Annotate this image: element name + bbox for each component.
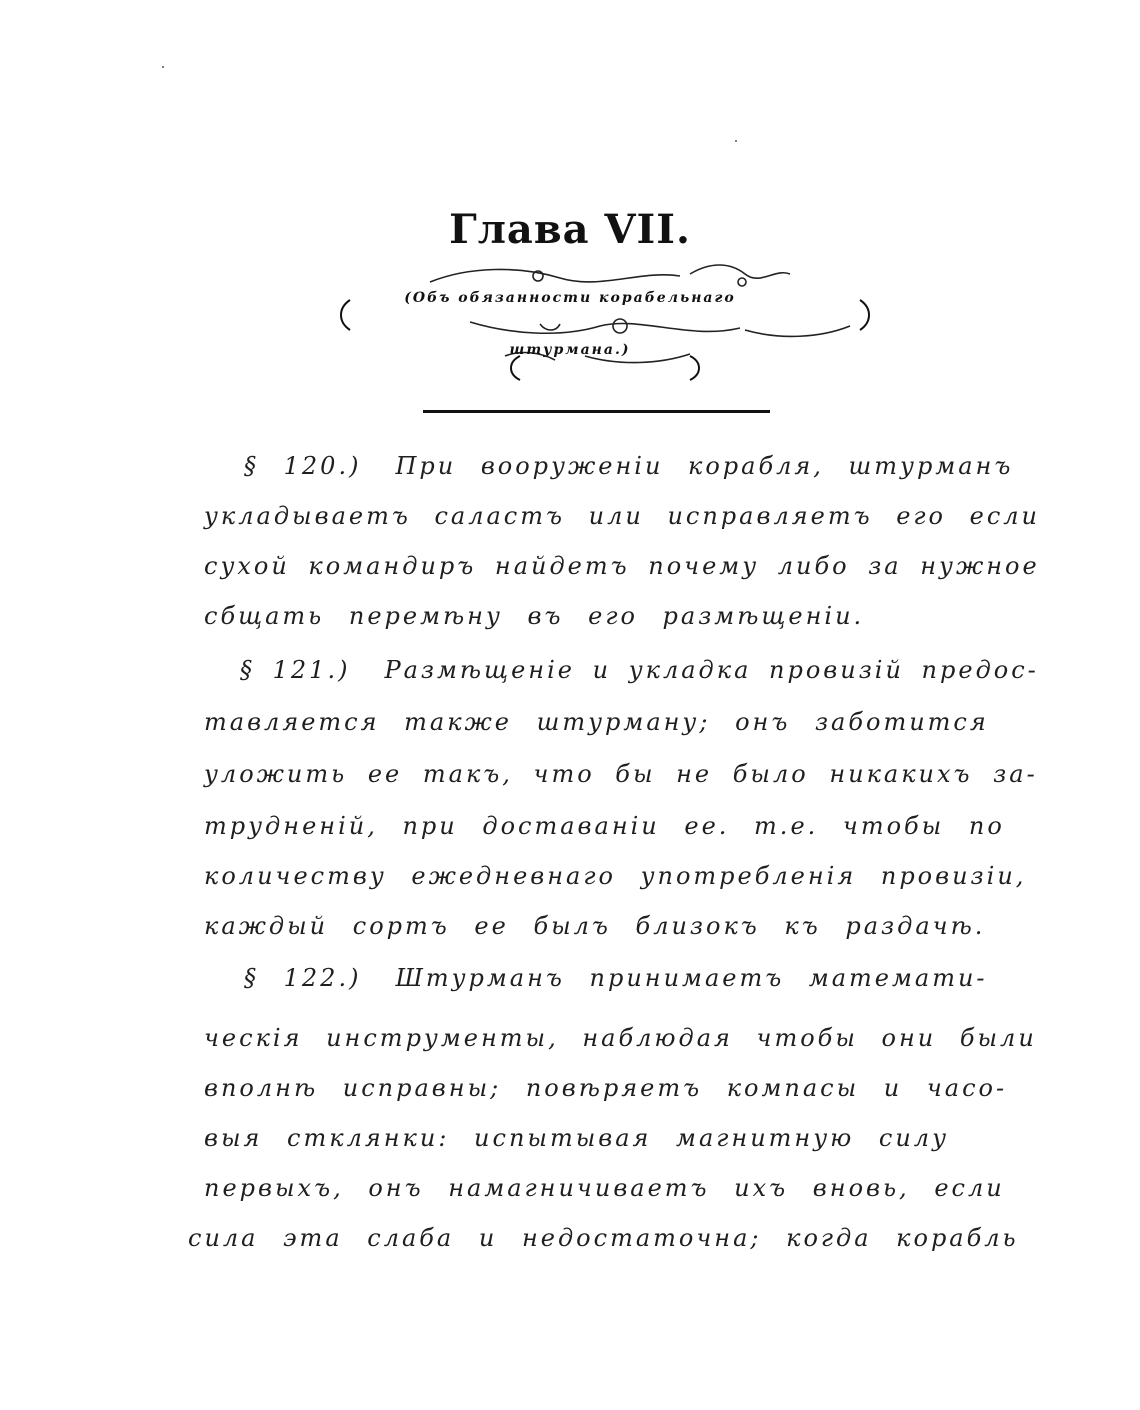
text-line: первыхъ, онъ намагничиваетъ ихъ вновь, если [204, 1174, 1005, 1202]
text-line [240, 656, 1039, 684]
text-line: каждый сортъ ее былъ близокъ къ раздачѣ. [204, 912, 986, 940]
title-divider [423, 410, 770, 413]
line-text: Штурманъ принимаетъ математи- [395, 964, 988, 992]
text-line: сбщать перемѣну въ его размѣщеніи. [204, 602, 865, 630]
text-line: трудненій, при доставаніи ее. т.е. чтобы по [204, 812, 1005, 840]
text-line: тавляется также штурману; онъ заботится [204, 708, 989, 736]
text-line: сила эта слаба и недостаточна; когда корабль [188, 1224, 1019, 1252]
section-number: § 120.) [244, 452, 362, 480]
text-line: сухой командиръ найдетъ почему либо за нужное [204, 552, 1040, 580]
text-line: выя стклянки: испытывая магнитную силу [204, 1124, 950, 1152]
text-line: количеству ежедневнаго употребленія провизіи, [204, 862, 1027, 890]
chapter-title: Глава VII. [449, 206, 691, 253]
ink-speck [162, 66, 164, 68]
section-number: § 121.) [240, 656, 351, 684]
line-text: При вооруженіи корабля, штурманъ [395, 452, 1014, 480]
text-line: ческія инструменты, наблюдая чтобы они были [204, 1024, 1037, 1052]
text-line: укладываетъ саластъ или исправляетъ его если [204, 502, 1040, 530]
section-number: § 122.) [244, 964, 362, 992]
ink-speck [735, 140, 737, 142]
line-text: Размѣщеніе и укладка провизій предос- [384, 656, 1039, 684]
text-line: вполнѣ исправны; повѣряетъ компасы и часо- [204, 1074, 1008, 1102]
chapter-subtitle-line-1: (Объ обязанности корабельнаго [404, 290, 736, 306]
text-line [244, 964, 988, 992]
text-line [244, 452, 1013, 480]
chapter-subtitle-line-2: штурмана.) [509, 342, 631, 358]
text-line: уложить ее такъ, что бы не было никакихъ за- [204, 760, 1038, 788]
calligraphic-flourish [0, 260, 1140, 400]
